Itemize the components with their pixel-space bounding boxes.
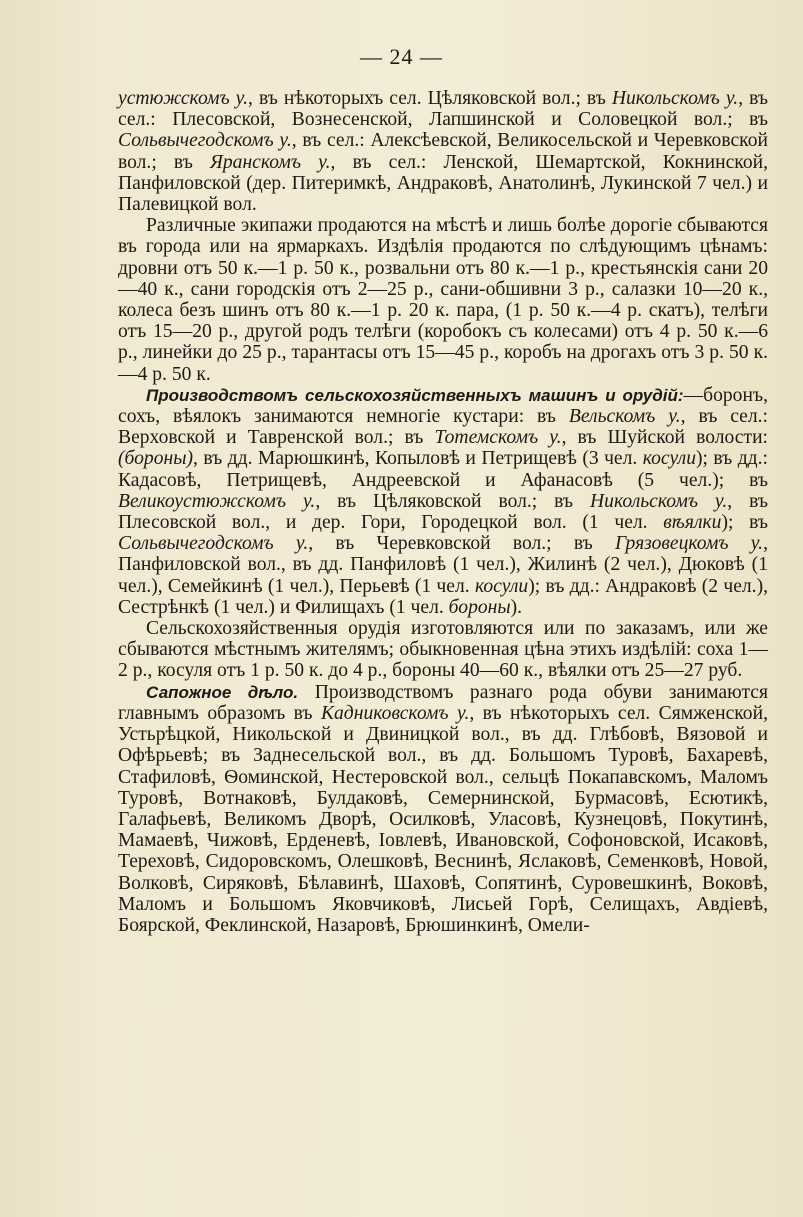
section-heading: Производствомъ сельскохозяйственныхъ машинъ и орудій:: [146, 385, 684, 405]
italic-text: Сольвычегодскомъ у.: [118, 130, 292, 152]
text-run: —боронъ, сохъ, вѣялокъ занимаются немногіе кустари: въ: [118, 384, 768, 428]
page-number: — 24 —: [360, 44, 443, 69]
text-run: , Панфиловской вол., въ дд. Панфиловѣ (1 чел.), Жилинѣ (2 чел.), Дюковѣ (1 чел.), Семейкинѣ (1 чел.), Перьевѣ (1 чел.: [118, 533, 768, 597]
italic-text: Яранскомъ у.: [209, 151, 331, 173]
text-run: , въ Черевковской вол.; въ: [308, 533, 615, 555]
italic-text: Грязовецкомъ у.: [614, 533, 764, 555]
italic-text: Сольвычегодскомъ у.: [118, 533, 309, 555]
italic-text: устюжскомъ у.: [118, 88, 249, 109]
italic-text: косули: [642, 448, 697, 470]
paragraph: [118, 385, 768, 618]
italic-text: косули: [474, 575, 529, 597]
paragraph: [118, 682, 768, 936]
text-run: , въ нѣкоторыхъ сел. Сямженской, Устьрѣцкой, Никольской и Двиницкой вол., въ дд. Глѣбовѣ, Вязовой и Офѣрьевѣ; въ Заднесельской вол., въ дд. Большомъ Туровѣ, Бахаревѣ, Стафиловѣ, Ѳоминской, Нестеровской вол., сельцѣ Покапавскомъ, Маломъ Туровѣ, Вотнаковѣ, Булдаковѣ, Семернинской, Бурмасовѣ, Есютикѣ, Галафьевѣ, Великомъ Дворѣ, Осилковѣ, Уласовѣ, Кузнецовѣ, Покутинѣ, Мамаевѣ, Чижовѣ, Ерденевѣ, Іовлевѣ, Ивановской, Софоновской, Исаковѣ, Тереховѣ, Сидоровскомъ, Олешковѣ, Веснинѣ, Яслаковѣ, Семенковѣ, Новой, Волковѣ, Сиряковѣ, Бѣлавинѣ, Шаховѣ, Сопятинѣ, Суровешкинѣ, Воковѣ, Маломъ и Большомъ Яковчиковѣ, Лисьей Горѣ, Селищахъ, Авдіевѣ, Боярской, Феклинской, Назаровѣ, Брюшинкинѣ, Омели-: [118, 702, 768, 936]
italic-text: (бороны): [118, 448, 194, 470]
text-run: , въ сел.: Алексѣевской, Великосельской и Черевковской вол.; въ: [118, 130, 768, 173]
text-run: , въ Шуйской волости:: [561, 427, 769, 449]
italic-text: Никольскомъ у.: [590, 490, 728, 512]
italic-text: бороны: [448, 596, 511, 618]
text-run: , въ сел.: Плесовской, Вознесенской, Лапшинской и Соловецкой вол.; въ: [118, 88, 768, 131]
italic-text: Великоустюжскомъ у.: [118, 490, 316, 512]
text-run: , въ Цѣляковской вол.; въ: [315, 490, 591, 512]
text-run: , въ дд. Марюшкинѣ, Копыловѣ и Петрищевѣ (3 чел.: [193, 448, 643, 470]
italic-text: Кадниковскомъ у.: [321, 702, 470, 724]
paragraph: [118, 88, 768, 215]
text-run: , въ Плесовской вол., и дер. Гори, Городецкой вол. (1 чел.: [118, 490, 769, 534]
text-run: , въ нѣкоторыхъ сел. Цѣляковской вол.; въ: [248, 88, 612, 109]
text-run: ); въ: [721, 512, 769, 534]
section-heading: Сапожное дѣло.: [146, 682, 299, 702]
italic-text: Тотемскомъ у.: [434, 427, 562, 449]
text-run: , въ сел.: Ленской, Шемартской, Кокнинской, Панфиловской (дер. Питеримкѣ, Андраковѣ, Анатолинѣ, Лукинской 7 чел.) и Палевицкой вол.: [118, 151, 769, 216]
text-run: ); въ дд.: Кадасовѣ, Петрищевѣ, Андреевской и Афанасовѣ (5 чел.); въ: [118, 448, 768, 491]
italic-text: Вельскомъ у.: [568, 406, 681, 428]
body-text: [118, 88, 768, 936]
text-run: Сельскохозяйственныя орудія изготовляются или по заказамъ, или же сбываются мѣстнымъ жителямъ; обыкновенная цѣна этихъ издѣлій: соха 1—2 р., косуля отъ 1 р. 50 к. до 4 р., бороны 40—60 к., вѣялки отъ 25—27 руб.: [118, 618, 768, 682]
text-run: ).: [510, 596, 523, 618]
paragraph: [118, 618, 768, 682]
paragraph: [118, 215, 768, 385]
text-run: ); въ дд.: Андраковѣ (2 чел.), Сестрѣнкѣ (1 чел.) и Филищахъ (1 чел.: [118, 575, 769, 618]
text-run: Производствомъ разнаго рода обуви занимаются главнымъ образомъ въ: [118, 681, 768, 724]
italic-text: Никольскомъ у.: [611, 88, 739, 109]
text-run: , въ сел.: Верховской и Тавренской вол.; въ: [118, 406, 768, 449]
text-run: Различные экипажи продаются на мѣстѣ и лишь болѣе дорогіе сбываются въ города или на ярмаркахъ. Издѣлія продаются по слѣдующимъ цѣнамъ: дровни отъ 50 к.—1 р. 50 к., розвальни отъ 80 к.—1 р., крестьянскія сани 20—40 к., сани городскія отъ 2—25 р., сани-обшивни 3 р., салазки 10—20 к., колеса безъ шинъ отъ 80 к.—1 р. 20 к. пара, (1 р. 50 к.—4 р. скатъ), телѣги отъ 15—20 р., другой родъ телѣги (коробокъ съ колесами) отъ 4 р. 50 к.—6 р., линейки до 25 р., тарантасы отъ 15—45 р., коробъ на дрогахъ отъ 3 р. 50 к.—4 р. 50 к.: [118, 215, 768, 385]
italic-text: вѣялки: [663, 512, 722, 534]
